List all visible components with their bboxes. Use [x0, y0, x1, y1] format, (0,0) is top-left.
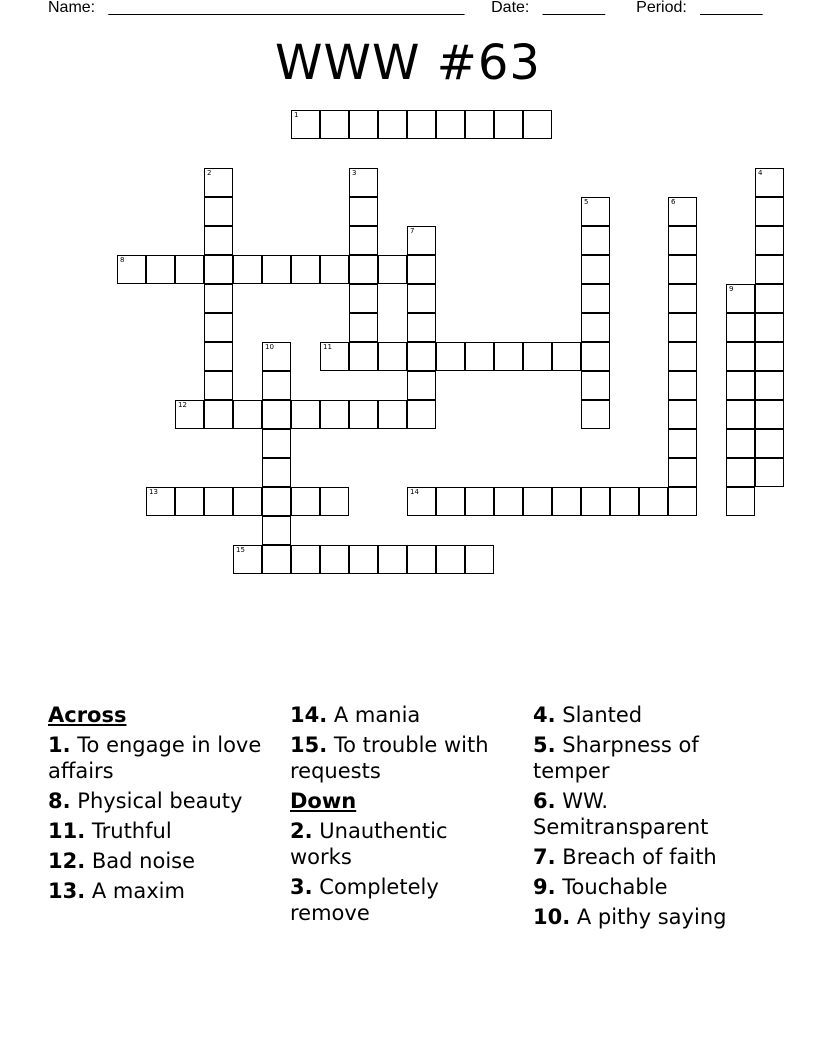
clue-number: 11: [323, 343, 332, 351]
grid-cell[interactable]: [755, 168, 784, 197]
grid-cell[interactable]: [349, 226, 378, 255]
grid-cell[interactable]: [204, 313, 233, 342]
grid-cell[interactable]: [320, 255, 349, 284]
grid-cell[interactable]: [262, 400, 291, 429]
grid-cell[interactable]: [755, 226, 784, 255]
grid-cell[interactable]: [378, 342, 407, 371]
grid-cell[interactable]: [204, 255, 233, 284]
grid-cell[interactable]: [581, 487, 610, 516]
name-label: Name:: [48, 0, 96, 16]
clue-down-6: 6. WW. Semitransparent: [533, 789, 709, 839]
grid-cell[interactable]: [581, 342, 610, 371]
clue-down-9: 9. Touchable: [533, 875, 668, 899]
grid-cell[interactable]: [204, 168, 233, 197]
grid-cell[interactable]: [581, 255, 610, 284]
grid-cell[interactable]: [349, 197, 378, 226]
grid-cell[interactable]: [581, 226, 610, 255]
clue-down-10: 10. A pithy saying: [533, 905, 727, 929]
grid-cell[interactable]: [668, 255, 697, 284]
grid-cell[interactable]: [407, 255, 436, 284]
clue-down-5: 5. Sharpness of temper: [533, 733, 699, 783]
grid-cell[interactable]: [146, 255, 175, 284]
grid-cell[interactable]: [349, 313, 378, 342]
grid-cell[interactable]: [291, 400, 320, 429]
grid-cell[interactable]: [755, 429, 784, 458]
grid-cell[interactable]: [349, 342, 378, 371]
grid-cell[interactable]: [233, 255, 262, 284]
grid-cell[interactable]: [668, 313, 697, 342]
grid-cell[interactable]: [581, 284, 610, 313]
clue-across-14: 14. A mania: [290, 703, 421, 727]
grid-cell[interactable]: [755, 371, 784, 400]
grid-cell[interactable]: [349, 284, 378, 313]
grid-cell[interactable]: [204, 226, 233, 255]
grid-cell[interactable]: [494, 487, 523, 516]
grid-cell[interactable]: [668, 400, 697, 429]
grid-cell[interactable]: [378, 255, 407, 284]
grid-cell[interactable]: [668, 226, 697, 255]
clue-number: 10: [265, 343, 274, 351]
grid-cell[interactable]: [175, 487, 204, 516]
grid-cell[interactable]: [755, 255, 784, 284]
grid-cell[interactable]: [204, 400, 233, 429]
grid-cell[interactable]: [262, 342, 291, 371]
clues-column-1: [48, 702, 288, 908]
clue-number: 6: [671, 198, 676, 206]
grid-cell[interactable]: [204, 487, 233, 516]
clue-down-7: 7. Breach of faith: [533, 845, 717, 869]
clue-number: 1: [294, 111, 299, 119]
grid-cell[interactable]: [407, 545, 436, 574]
date-blank[interactable]: _______: [542, 0, 606, 16]
grid-cell[interactable]: [726, 371, 755, 400]
clue-number: 8: [120, 256, 125, 264]
grid-cell[interactable]: [262, 255, 291, 284]
grid-cell[interactable]: [755, 458, 784, 487]
grid-cell[interactable]: [755, 313, 784, 342]
clue-number: 5: [584, 198, 589, 206]
grid-cell[interactable]: [552, 342, 581, 371]
clues-column-2: [290, 702, 490, 930]
clue-down-4: 4. Slanted: [533, 703, 643, 727]
grid-cell[interactable]: [523, 342, 552, 371]
grid-cell[interactable]: [755, 197, 784, 226]
grid-cell[interactable]: [668, 284, 697, 313]
clue-down-3: 3. Completely remove: [290, 875, 439, 925]
grid-cell[interactable]: [262, 371, 291, 400]
grid-cell[interactable]: [407, 110, 436, 139]
grid-cell[interactable]: [465, 487, 494, 516]
grid-cell[interactable]: [407, 226, 436, 255]
clue-down-2: 2. Unauthentic works: [290, 819, 448, 869]
name-blank[interactable]: ________________________________________: [108, 0, 465, 16]
grid-cell[interactable]: [233, 545, 262, 574]
grid-cell[interactable]: [668, 458, 697, 487]
grid-cell[interactable]: [726, 342, 755, 371]
clue-across-11: 11. Truthful: [48, 819, 172, 843]
grid-cell[interactable]: [726, 284, 755, 313]
clue-number: 7: [410, 227, 415, 235]
grid-cell[interactable]: [436, 545, 465, 574]
grid-cell[interactable]: [494, 110, 523, 139]
grid-cell[interactable]: [291, 487, 320, 516]
grid-cell[interactable]: [436, 487, 465, 516]
period-blank[interactable]: _______: [700, 0, 763, 16]
grid-cell[interactable]: [291, 255, 320, 284]
grid-cell[interactable]: [262, 458, 291, 487]
grid-cell[interactable]: [639, 487, 668, 516]
grid-cell[interactable]: [291, 110, 320, 139]
puzzle-title: WWW #63: [275, 35, 541, 91]
clue-across-12: 12. Bad noise: [48, 849, 196, 873]
grid-cell[interactable]: [349, 545, 378, 574]
grid-cell[interactable]: [117, 255, 146, 284]
grid-cell[interactable]: [755, 284, 784, 313]
grid-cell[interactable]: [726, 429, 755, 458]
grid-cell[interactable]: [668, 429, 697, 458]
grid-cell[interactable]: [436, 342, 465, 371]
clue-number: 15: [236, 546, 245, 554]
clue-number: 14: [410, 488, 419, 496]
clue-number: 9: [729, 285, 734, 293]
grid-cell[interactable]: [726, 313, 755, 342]
across-heading: Across: [48, 703, 127, 727]
grid-cell[interactable]: [146, 487, 175, 516]
clue-number: 12: [178, 401, 187, 409]
grid-cell[interactable]: [726, 400, 755, 429]
grid-cell[interactable]: [407, 371, 436, 400]
clue-number: 3: [352, 169, 357, 177]
date-label: Date:: [491, 0, 530, 16]
grid-cell[interactable]: [175, 255, 204, 284]
grid-cell[interactable]: [465, 342, 494, 371]
grid-cell[interactable]: [320, 487, 349, 516]
clue-across-15: 15. To trouble with requests: [290, 733, 489, 783]
grid-cell[interactable]: [349, 400, 378, 429]
clue-across-8: 8. Physical beauty: [48, 789, 243, 813]
grid-cell[interactable]: [204, 284, 233, 313]
grid-cell[interactable]: [726, 458, 755, 487]
grid-cell[interactable]: [668, 342, 697, 371]
grid-cell[interactable]: [262, 429, 291, 458]
grid-cell[interactable]: [407, 342, 436, 371]
grid-cell[interactable]: [320, 342, 349, 371]
clues-column-3: [533, 702, 773, 934]
grid-cell[interactable]: [755, 342, 784, 371]
grid-cell[interactable]: [581, 400, 610, 429]
grid-cell[interactable]: [378, 545, 407, 574]
grid-cell[interactable]: [233, 400, 262, 429]
grid-cell[interactable]: [349, 255, 378, 284]
grid-cell[interactable]: [581, 371, 610, 400]
grid-cell[interactable]: [436, 110, 465, 139]
grid-cell[interactable]: [378, 400, 407, 429]
grid-cell[interactable]: [755, 400, 784, 429]
grid-cell[interactable]: [262, 516, 291, 545]
grid-cell[interactable]: [581, 313, 610, 342]
clue-across-13: 13. A maxim: [48, 879, 185, 903]
grid-cell[interactable]: [175, 400, 204, 429]
clue-across-1: 1. To engage in love affairs: [48, 733, 262, 783]
grid-cell[interactable]: [349, 110, 378, 139]
clue-number: 4: [758, 169, 763, 177]
grid-cell[interactable]: [204, 197, 233, 226]
grid-cell[interactable]: [581, 197, 610, 226]
grid-cell[interactable]: [407, 487, 436, 516]
clue-number: 2: [207, 169, 212, 177]
grid-cell[interactable]: [320, 400, 349, 429]
grid-cell[interactable]: [378, 110, 407, 139]
grid-cell[interactable]: [320, 545, 349, 574]
grid-cell[interactable]: [494, 342, 523, 371]
grid-cell[interactable]: [320, 110, 349, 139]
grid-cell[interactable]: [465, 545, 494, 574]
grid-cell[interactable]: [262, 545, 291, 574]
grid-cell[interactable]: [523, 110, 552, 139]
grid-cell[interactable]: [262, 487, 291, 516]
grid-cell[interactable]: [204, 371, 233, 400]
grid-cell[interactable]: [233, 487, 262, 516]
down-heading: Down: [290, 789, 357, 813]
grid-cell[interactable]: [407, 400, 436, 429]
grid-cell[interactable]: [610, 487, 639, 516]
grid-cell[interactable]: [349, 168, 378, 197]
grid-cell[interactable]: [552, 487, 581, 516]
grid-cell[interactable]: [726, 487, 755, 516]
grid-cell[interactable]: [407, 313, 436, 342]
period-label: Period:: [636, 0, 687, 16]
grid-cell[interactable]: [668, 371, 697, 400]
grid-cell[interactable]: [523, 487, 552, 516]
clue-number: 13: [149, 488, 158, 496]
grid-cell[interactable]: [204, 342, 233, 371]
grid-cell[interactable]: [668, 197, 697, 226]
grid-cell[interactable]: [291, 545, 320, 574]
grid-cell[interactable]: [465, 110, 494, 139]
grid-cell[interactable]: [407, 284, 436, 313]
grid-cell[interactable]: [668, 487, 697, 516]
